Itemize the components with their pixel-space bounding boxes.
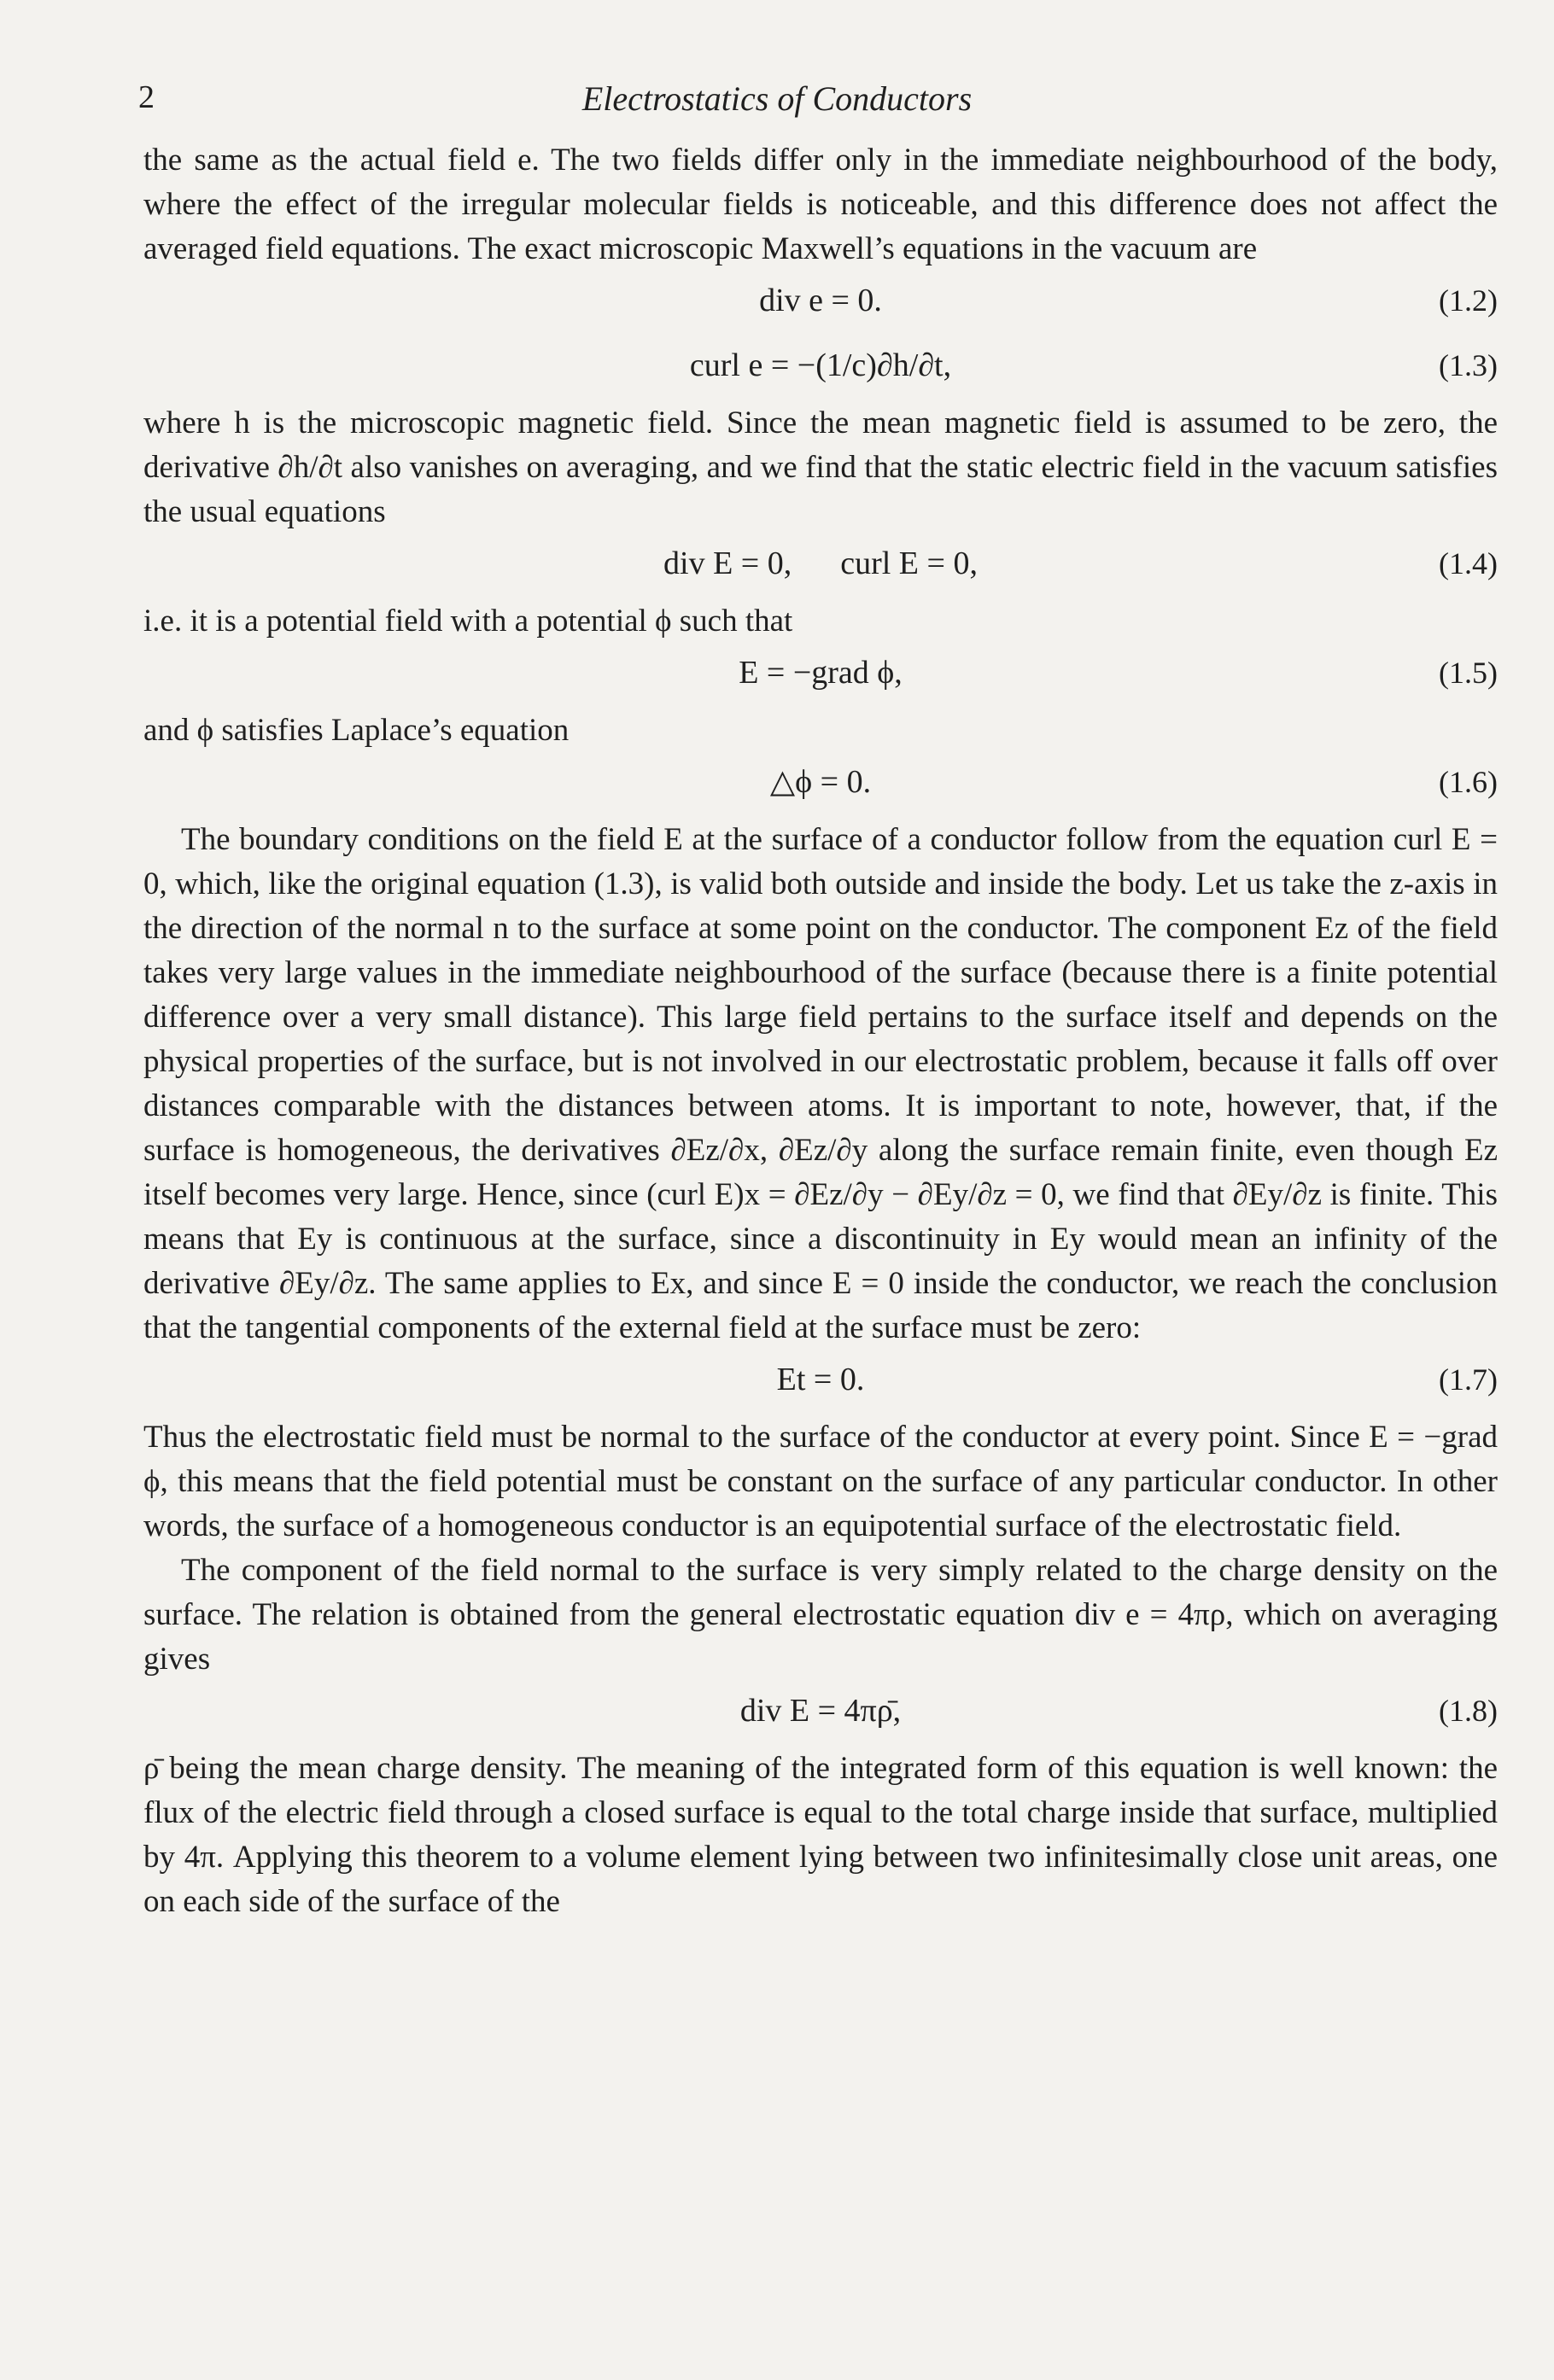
- page-number: 2: [138, 79, 155, 115]
- equation-1-4: [143, 534, 1498, 599]
- equation-number: (1.6): [1439, 765, 1498, 799]
- paragraph-1: the same as the actual field e. The two fields differ only in the immediate neighbourhood of the body, where the effect of the irregular molecular fields is noticeable, and this difference does not affect the averaged field equations. The exact microscopic Maxwell’s equations in the vacuum are: [143, 143, 1498, 266]
- equation-expression: div E = 0, curl E = 0,: [663, 545, 978, 581]
- equation-number: (1.2): [1439, 283, 1498, 318]
- equation-expression: Et = 0.: [776, 1362, 865, 1397]
- equation-number: (1.4): [1439, 546, 1498, 580]
- equation-1-3: [143, 336, 1498, 401]
- equation-expression: div e = 0.: [759, 283, 882, 318]
- equation-1-2: [143, 271, 1498, 336]
- equation-1-8: [143, 1682, 1498, 1747]
- equation-expression: △ϕ = 0.: [769, 764, 872, 800]
- paragraph-3: i.e. it is a potential field with a potential ϕ such that: [143, 604, 793, 639]
- equation-expression: curl e = −(1/c)∂h/∂t,: [689, 347, 952, 383]
- equation-1-7: [143, 1350, 1498, 1415]
- equation-number: (1.5): [1439, 656, 1498, 690]
- equation-number: (1.8): [1439, 1694, 1498, 1728]
- body-text: [143, 138, 1498, 1924]
- paragraph-7: The component of the field normal to the surface is very simply related to the charge density on the surface. The relation is obtained from the general electrostatic equation div e = 4πρ, which on averaging gives: [143, 1553, 1498, 1677]
- equation-number: (1.7): [1439, 1362, 1498, 1397]
- equation-number: (1.3): [1439, 348, 1498, 382]
- paragraph-6: Thus the electrostatic field must be normal to the surface of the conductor at every point. Since E = −grad ϕ, this means that the field potential must be constant on the surface of any particular conductor. In other words, the surface of a homogeneous conductor is an equipotential surface of the electrostatic field.: [143, 1420, 1498, 1543]
- paragraph-8: ρ̄ being the mean charge density. The meaning of the integrated form of this equation is well known: the flux of the electric field through a closed surface is equal to the total charge inside that surface, multiplied by 4π. Applying this theorem to a volume element lying between two infinitesimally close unit areas, one on each side of the surface of the: [143, 1751, 1498, 1919]
- equation-1-5: [143, 644, 1498, 709]
- equation-1-6: [143, 753, 1498, 818]
- paragraph-4: and ϕ satisfies Laplace’s equation: [143, 713, 570, 748]
- equation-expression: E = −grad ϕ,: [739, 655, 903, 691]
- running-title: Electrostatics of Conductors: [581, 79, 973, 118]
- paragraph-2: where h is the microscopic magnetic field. Since the mean magnetic field is assumed to be zero, the derivative ∂h/∂t also vanishes on averaging, and we find that the static electric field in the vacuum satisfies the usual equations: [143, 405, 1498, 529]
- page-header: [0, 79, 1554, 130]
- equation-expression: div E = 4πρ̄,: [739, 1693, 902, 1729]
- paragraph-5: The boundary conditions on the field E at the surface of a conductor follow from the equation curl E = 0, which, like the original equation (1.3), is valid both outside and inside the body. Let us take the z-axis in the direction of the normal n to the surface at some point on the conductor. The component Ez of the field takes very large values in the immediate neighbourhood of the surface (because there is a finite potential difference over a very small distance). This large field pertains to the surface itself and depends on the physical properties of the surface, but is not involved in our electrostatic problem, because it falls off over distances comparable with the distances between atoms. It is important to note, however, that, if the surface is homogeneous, the derivatives ∂Ez/∂x, ∂Ez/∂y along the surface remain finite, even though Ez itself becomes very large. Hence, since (curl E)x = ∂Ez/∂y − ∂Ey/∂z = 0, we find that ∂Ey/∂z is finite. This means that Ey is continuous at the surface, since a discontinuity in Ey would mean an infinity of the derivative ∂Ey/∂z. The same applies to Ex, and since E = 0 inside the conductor, we reach the conclusion that the tangential components of the external field at the surface must be zero:: [143, 822, 1498, 1345]
